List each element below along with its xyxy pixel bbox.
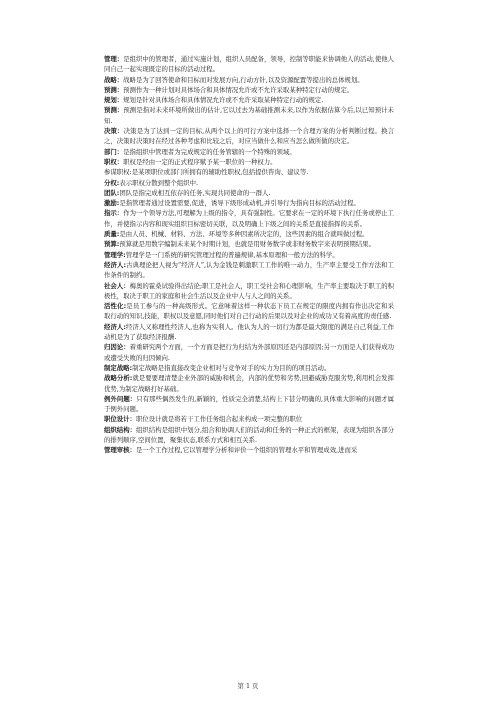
entry-text: 预测作为一种计划对具体场合和具体情况允许或不允许采取某种特定行动的规定。	[123, 85, 354, 94]
definition-entry	[104, 75, 394, 85]
entry-term: 质量:	[104, 230, 120, 239]
entry-term: 归因论：	[104, 343, 130, 352]
entry-text: 战略是为了回答使命和目标而对发展方向,行动方针,以及资源配置等提出的总体规划。	[123, 75, 364, 84]
entry-text: 就是要要理清楚企业外部的威胁和机会，内部的优势和劣势,回避威胁克服劣势,利用机会发挥优势,为制定战略打好基础。	[104, 374, 394, 393]
entry-text: 预测是指对未来环境所做出的估计,它以过去为基础推测未来,以作为依据估算今后,以已知预计未知.	[104, 106, 395, 125]
definition-entry	[104, 342, 394, 363]
definition-entry	[104, 445, 394, 455]
definition-entry	[104, 322, 394, 343]
definition-entry	[104, 188, 394, 198]
entry-term: 职权：	[104, 157, 124, 166]
definition-entry	[104, 363, 394, 373]
definition-entry	[104, 373, 394, 394]
entry-term: 职位设计：	[104, 415, 136, 424]
entry-term: 组织结构：	[104, 425, 136, 434]
entry-text: 团队是指完成相互依存的任务,实现共同使命的一群人.	[119, 188, 271, 197]
entry-term: 分权:	[104, 178, 120, 187]
definition-entry	[104, 281, 394, 302]
definition-entry	[104, 105, 394, 126]
entry-term: 预测：	[104, 106, 124, 115]
document-body	[104, 54, 394, 456]
definition-entry	[104, 425, 394, 446]
definition-entry	[104, 85, 394, 95]
definition-entry	[104, 239, 394, 249]
entry-term: 经济人:	[104, 322, 126, 331]
entry-text: 职权是经由一定的正式程序赋予某一职位的一种权力。	[123, 157, 277, 166]
entry-term: 例外问题：	[104, 394, 137, 403]
entry-term: 预测：	[104, 85, 124, 94]
entry-term: 战略：	[104, 75, 124, 84]
entry-term: 活性化:	[104, 302, 127, 311]
entry-term: 指示：	[104, 209, 124, 218]
entry-text: 表示职权分散到整个组织中.	[119, 178, 199, 187]
entry-term: 管理：	[104, 55, 124, 63]
definition-entry	[104, 208, 394, 229]
entry-term: 决策：	[104, 127, 124, 136]
entry-text: 参谋职权:是某项职位或部门所拥有的辅助性职权,包括提供咨询、建议等.	[104, 168, 309, 177]
entry-text: 是指组织中管理者为完成规定的任务管辖的一个特殊的领域。	[123, 147, 296, 156]
definition-entry	[104, 126, 394, 147]
definition-entry	[104, 260, 394, 281]
entry-term: 制定战略:	[104, 363, 133, 372]
definition-entry	[104, 394, 394, 415]
definition-entry	[104, 167, 394, 177]
entry-text: 是一个工作过程,它以管理学分析和评价一个组织的管理水平和管理成效,进而采	[135, 446, 358, 455]
entry-text: 制定战略是指直接改变企业相对与竞争对手的实力为目的的项目活动。	[132, 363, 331, 372]
definition-entry	[104, 198, 394, 208]
entry-term: 规划：	[104, 96, 124, 105]
entry-text: 是员工参与的一种高级形式。它意味着这样一种状态下员工在规定的限度内拥有作出决定和采取行动的知识,技能，职权以及意愿,同时他们对自己行动的后果以及对企业的成功又有着高度的责任感.	[104, 302, 394, 321]
definition-entry	[104, 414, 394, 424]
entry-text: 经济人又称理性经济人,也称为实利人。他认为人的一切行为都是最大限度的满足自己利益,工作动机是为了获取经济报酬.	[104, 322, 394, 342]
entry-term: 管理审核：	[104, 446, 136, 455]
definition-entry	[104, 147, 394, 157]
entry-text: 只有那些偶然发生的,新颖的，性质完全清楚,结构上下甚分明确的,具体重大影响的问题才属于例外问题。	[104, 394, 395, 414]
entry-text: 组织结构是组织中划分,组合和协调人们的活动和任务的一种正式的框架，表现为组织各部分的排列顺序,空间位置，聚集状态,联系方式和相互关系.	[104, 425, 395, 444]
entry-term: 社会人：	[104, 281, 130, 290]
entry-term: 团队:	[104, 188, 120, 197]
entry-text: 规划是针对具体场合和具体情况允许或不允许采取某种特定行动的规定.	[123, 96, 324, 105]
entry-text: 是组织中的管理者，通过实施计划，组织人员配备，领导，控制等职能来协调他人的活动,使他人同自己一起实现既定的目标的活动过程。	[104, 55, 395, 74]
entry-term: 经济人:	[104, 260, 126, 269]
entry-text: 决策是为了达到一定的目标,从两个以上的可行方案中选择一个合理方案的分析判断过程。换言之，决策时决策时在经过各种考虑和比较之后，对应当做什么和应当怎么做所做的决定。	[104, 127, 395, 146]
entry-text: 古典理论把人视为“经济人”,认为金钱是刺激职工工作的唯一动力，生产率主要受工作方法和工作条件的制约。	[104, 260, 394, 280]
page-number: 第 1 页	[237, 682, 259, 690]
definition-entry	[104, 157, 394, 167]
entry-text: 是指管理者通过设置需要,促进，诱导下级形成动机,并引导行为指向目标的活动过程。	[119, 199, 360, 208]
entry-term: 预算:	[104, 240, 120, 249]
definition-entry	[104, 229, 394, 239]
entry-text: 着重研究两个方面，一个方面是把行为归结为外部原因还是内部原因;另一方面是人们获得成功或遭受失败的归因倾向.	[104, 343, 395, 362]
definition-entry	[104, 54, 394, 75]
definition-entry	[104, 301, 394, 322]
entry-text: 梅奥的霍桑试验得出结论;职工是社会人，职工受社会和心理影响，生产率主要取决于职工的积极性，取决于职工的家庭和社会生活以及企业中人与人之间的关系。	[104, 281, 395, 300]
definition-entry	[104, 95, 394, 105]
entry-term: 部门：	[104, 147, 124, 156]
entry-text: 预算就是用数字编制未来某个时期计划，也就是用财务数字或非财务数字来表明预期结果。	[119, 240, 375, 249]
entry-term: 管理学:	[104, 250, 126, 259]
definition-entry	[104, 178, 394, 188]
definition-entry	[104, 250, 394, 260]
entry-text: 管理学是一门系统的研究管理过程的普遍规律,基本原理和一般方法的科学。	[125, 250, 339, 259]
entry-text: 职位设计就是将若干工作任务组合起来构成一项完整的职位	[135, 415, 303, 424]
entry-term: 激励:	[104, 199, 120, 208]
entry-text: 作为一个领导方法,可理解为上级的指令，具有强制性。它要求在一定的环境下执行任务或停止工作，并使指示内容和现实组织目标密切关联，以及明确上下级之间的关系是直接指挥的关系。	[104, 209, 395, 228]
entry-text: 是由人员、机械、材料、方法、环境等多种因素所决定的，这些因素的组合就叫做过程。	[119, 230, 369, 239]
entry-term: 战略分析:	[104, 374, 133, 383]
